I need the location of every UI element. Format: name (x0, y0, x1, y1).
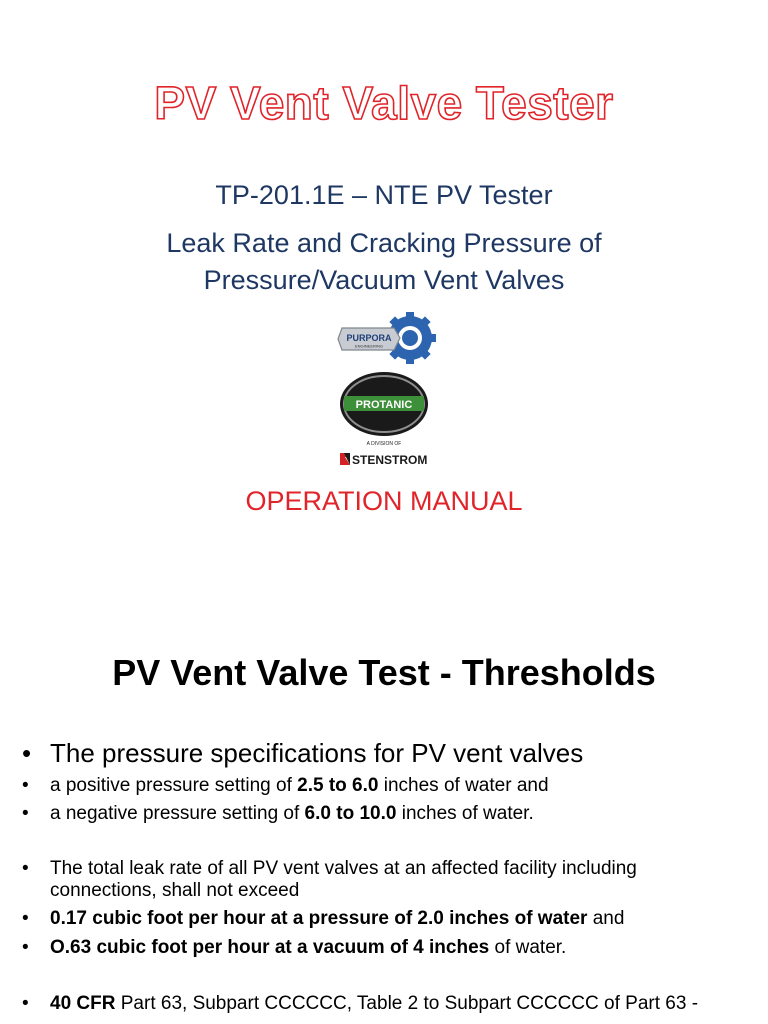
svg-text:PURPORA: PURPORA (346, 333, 392, 343)
subtitle-description (0, 225, 768, 299)
main-title: PV Vent Valve Tester (154, 77, 614, 129)
bullet-leak-pressure: • 0.17 cubic foot per hour at a pressure of 2.0 inches of water and (18, 907, 748, 931)
thresholds-slide (0, 600, 768, 1024)
purpora-logo (336, 310, 436, 368)
leak-bullet-list (18, 858, 748, 965)
spec-bullet-list (18, 774, 748, 830)
subtitle-line-1: Leak Rate and Cracking Pressure of (166, 228, 602, 258)
bullet-cfr: • 40 CFR Part 63, Subpart CCCCCC, Table 2 to Subpart CCCCCC of Part 63 - (18, 992, 748, 1016)
svg-text:STENSTROM: STENSTROM (352, 453, 428, 467)
operation-manual-label: OPERATION MANUAL (245, 486, 523, 516)
division-label: A DIVISION OF (366, 441, 402, 447)
bullet-leak-intro: • The total leak rate of all PV vent valves at an affected facility including connections, shall not exceed (18, 858, 748, 902)
bullet-pressure-spec: • The pressure specifications for PV vent valves (18, 734, 748, 772)
stenstrom-logo (338, 450, 430, 468)
main-bullet-list (18, 734, 748, 772)
bullet-leak-vacuum: • O.63 cubic foot per hour at a vacuum of 4 inches of water. (18, 936, 748, 960)
subtitle-line-2: Pressure/Vacuum Vent Valves (203, 265, 565, 295)
svg-text:PROTANIC: PROTANIC (355, 399, 413, 411)
subtitle-code: TP-201.1E – NTE PV Tester (215, 180, 553, 210)
protanic-logo (338, 370, 430, 438)
svg-text:ENGINEERING: ENGINEERING (354, 343, 384, 349)
bullet-negative-pressure: • a negative pressure setting of 6.0 to 10.0 inches of water. (18, 802, 748, 826)
cfr-bullet-list (18, 992, 748, 1016)
bullet-positive-pressure: • a positive pressure setting of 2.5 to 6.0 inches of water and (18, 774, 748, 798)
slide-title: PV Vent Valve Test - Thresholds (112, 652, 656, 693)
